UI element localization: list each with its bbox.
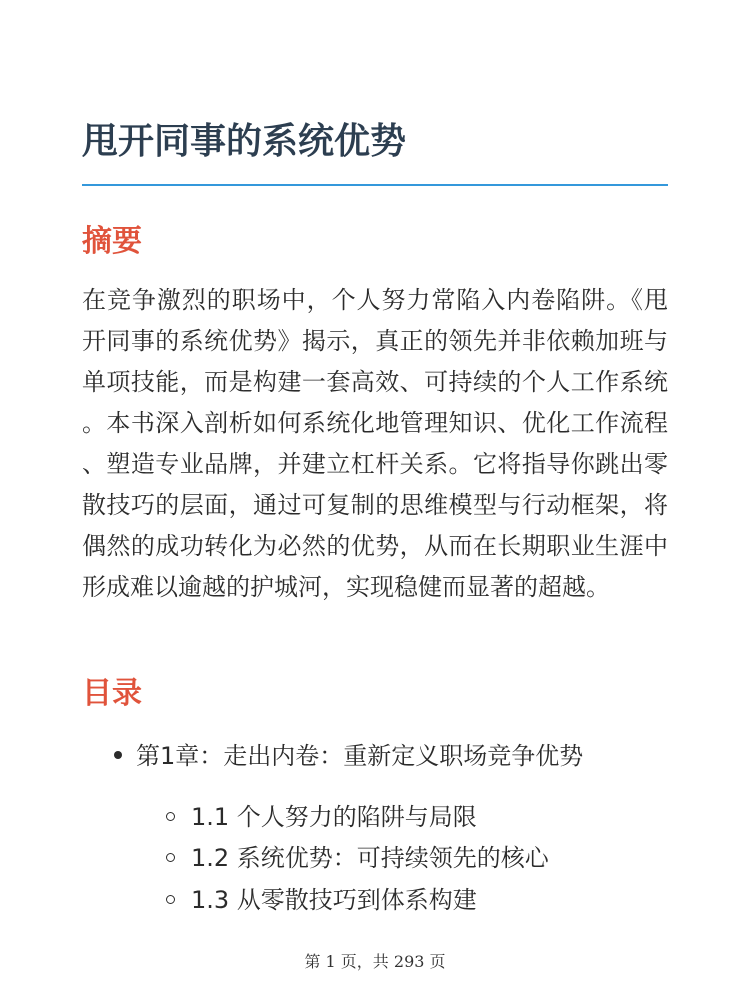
circle-bullet-icon	[166, 812, 175, 821]
circle-bullet-icon	[166, 853, 175, 862]
toc-chapter-label: 第1章：走出内卷：重新定义职场竞争优势	[136, 742, 584, 770]
toc-chapter-item[interactable]	[114, 736, 583, 776]
toc-section-label: 1.3 从零散技巧到体系构建	[191, 886, 477, 914]
toc-section-item[interactable]	[166, 880, 477, 920]
toc-heading: 目录	[82, 676, 142, 711]
toc-section-item[interactable]	[166, 797, 477, 837]
page-number-footer: 第 1 页，共 293 页	[304, 952, 446, 971]
title-divider	[82, 184, 668, 186]
document-title: 甩开同事的系统优势	[82, 121, 407, 162]
abstract-heading: 摘要	[82, 224, 142, 259]
toc-section-item[interactable]	[166, 838, 549, 878]
abstract-text: 在竞争激烈的职场中，个人努力常陷入内卷陷阱。《甩开同事的系统优势》揭示，真正的领先并非依赖加班与单项技能，而是构建一套高效、可持续的个人工作系统。本书深入剖析如何系统化地管理知识、优化工作流程、塑造专业品牌，并建立杠杆关系。它将指导你跳出零散技巧的层面，通过可复制的思维模型与行动框架，将偶然的成功转化为必然的优势，从而在长期职业生涯中形成难以逾越的护城河，实现稳健而显著的超越。	[82, 286, 668, 601]
disc-bullet-icon	[114, 751, 122, 759]
circle-bullet-icon	[166, 895, 175, 904]
toc-section-label: 1.2 系统优势：可持续领先的核心	[191, 844, 549, 872]
toc-section-label: 1.1 个人努力的陷阱与局限	[191, 803, 477, 831]
